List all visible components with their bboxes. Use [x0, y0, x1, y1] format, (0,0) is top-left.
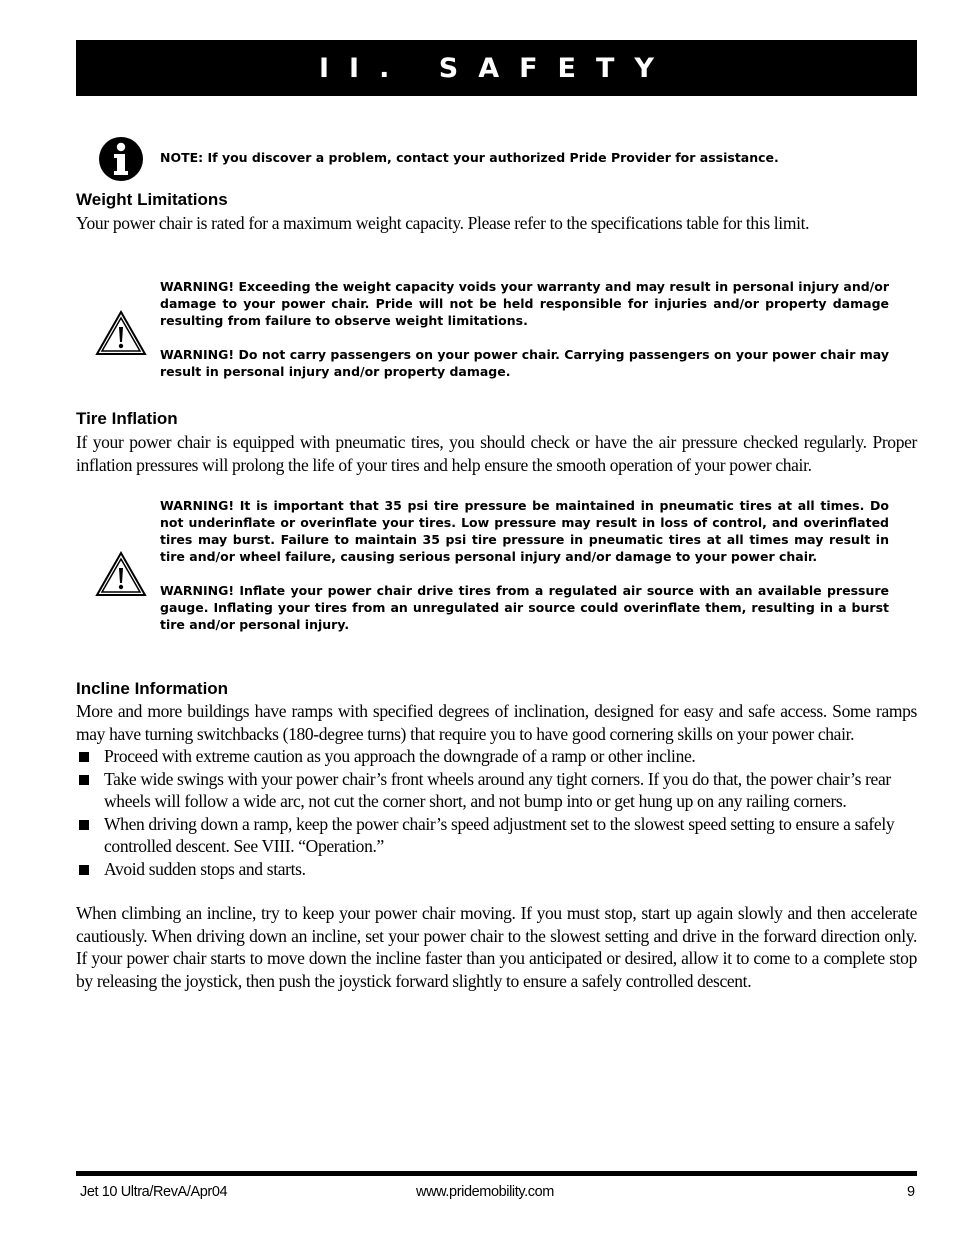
list-item: [76, 745, 917, 768]
warning-triangle-icon: [95, 310, 147, 356]
list-item-text: Avoid sudden stops and starts.: [104, 858, 306, 879]
footer-page-number: 9: [907, 1184, 915, 1200]
bullet-square-icon: [79, 752, 89, 762]
incline-heading: Incline Information: [76, 679, 229, 698]
bullet-square-icon: [79, 865, 89, 875]
footer-website: www.pridemobility.com: [416, 1184, 554, 1200]
footer-doc-id: Jet 10 Ultra/RevA/Apr04: [80, 1184, 228, 1200]
list-item-text: Proceed with extreme caution as you approach the downgrade of a ramp or other incline.: [104, 746, 696, 766]
note-text: NOTE: If you discover a problem, contact your authorized Pride Provider for assistance.: [160, 150, 779, 165]
incline-closing-paragraph: When climbing an incline, try to keep your power chair moving. If you must stop, start up again slowly and then accelerate cautiously. When driving down an incline, set your power chair to the slowest setting and drive in the forward direction only. If your power chair starts to move down the incline faster than you anticipated or desired, allow it to come to a complete stop by releasing the joystick, then push the joystick forward slightly to ensure a safely controlled descent.: [76, 903, 917, 991]
incline-body: More and more buildings have ramps with specified degrees of inclination, designed for easy and safe access. Some ramps may have turning switchbacks (180-degree turns) that require you to have good cornering skills on your power chair.: [76, 701, 917, 744]
tire-warnings: [160, 497, 889, 633]
section-title: II. SAFETY: [319, 52, 674, 84]
list-item: [76, 858, 917, 881]
tire-warning-air-source: WARNING! Inflate your power chair drive tires from a regulated air source with an available pressure gauge. Inflating your tires from an unregulated air source could overinflate them, resulting in a burst tire and/or personal injury.: [160, 583, 889, 632]
warning-triangle-icon: [95, 551, 147, 597]
weight-warning-passengers: WARNING! Do not carry passengers on your power chair. Carrying passengers on your power chair may result in personal injury and/or property damage.: [160, 347, 889, 379]
list-item: [76, 768, 917, 813]
footer-rule: [76, 1171, 917, 1176]
list-item-text: Take wide swings with your power chair’s front wheels around any tight corners. If you do that, the power chair’s rear wheels will follow a wide arc, not cut the corner short, and not bump into or get hung up on any railing corners.: [104, 768, 891, 811]
weight-heading: Weight Limitations: [76, 190, 228, 209]
weight-body: Your power chair is rated for a maximum weight capacity. Please refer to the specifications table for this limit.: [76, 213, 810, 233]
bullet-square-icon: [79, 775, 89, 785]
tire-body: If your power chair is equipped with pneumatic tires, you should check or have the air pressure checked regularly. Proper inflation pressures will prolong the life of your tires and help ensure the smooth operation of your power chair.: [76, 432, 917, 475]
list-item-text: When driving down a ramp, keep the power chair’s speed adjustment set to the slowest speed setting to ensure a safely controlled descent. See VIII. “Operation.”: [104, 813, 895, 856]
tire-warning-pressure: WARNING! It is important that 35 psi tire pressure be maintained in pneumatic tires at all times. Do not underinflate or overinflate your tires. Low pressure may result in loss of control, and overinflated tires may burst. Failure to maintain 35 psi tire pressure in pneumatic tires at all times may result in tire and/or wheel failure, causing serious personal injury and/or damage to your power chair.: [160, 498, 889, 564]
weight-warnings: [160, 278, 889, 380]
tire-heading: Tire Inflation: [76, 409, 178, 428]
section-title-banner: [76, 40, 917, 96]
note-callout: [98, 136, 898, 182]
info-icon: [98, 136, 144, 182]
bullet-square-icon: [79, 820, 89, 830]
incline-bullet-list: [76, 745, 917, 880]
weight-warning-capacity: WARNING! Exceeding the weight capacity voids your warranty and may result in personal injury and/or damage to your power chair. Pride will not be held responsible for injuries and/or property damage resulting from failure to observe weight limitations.: [160, 279, 889, 328]
list-item: [76, 813, 917, 858]
